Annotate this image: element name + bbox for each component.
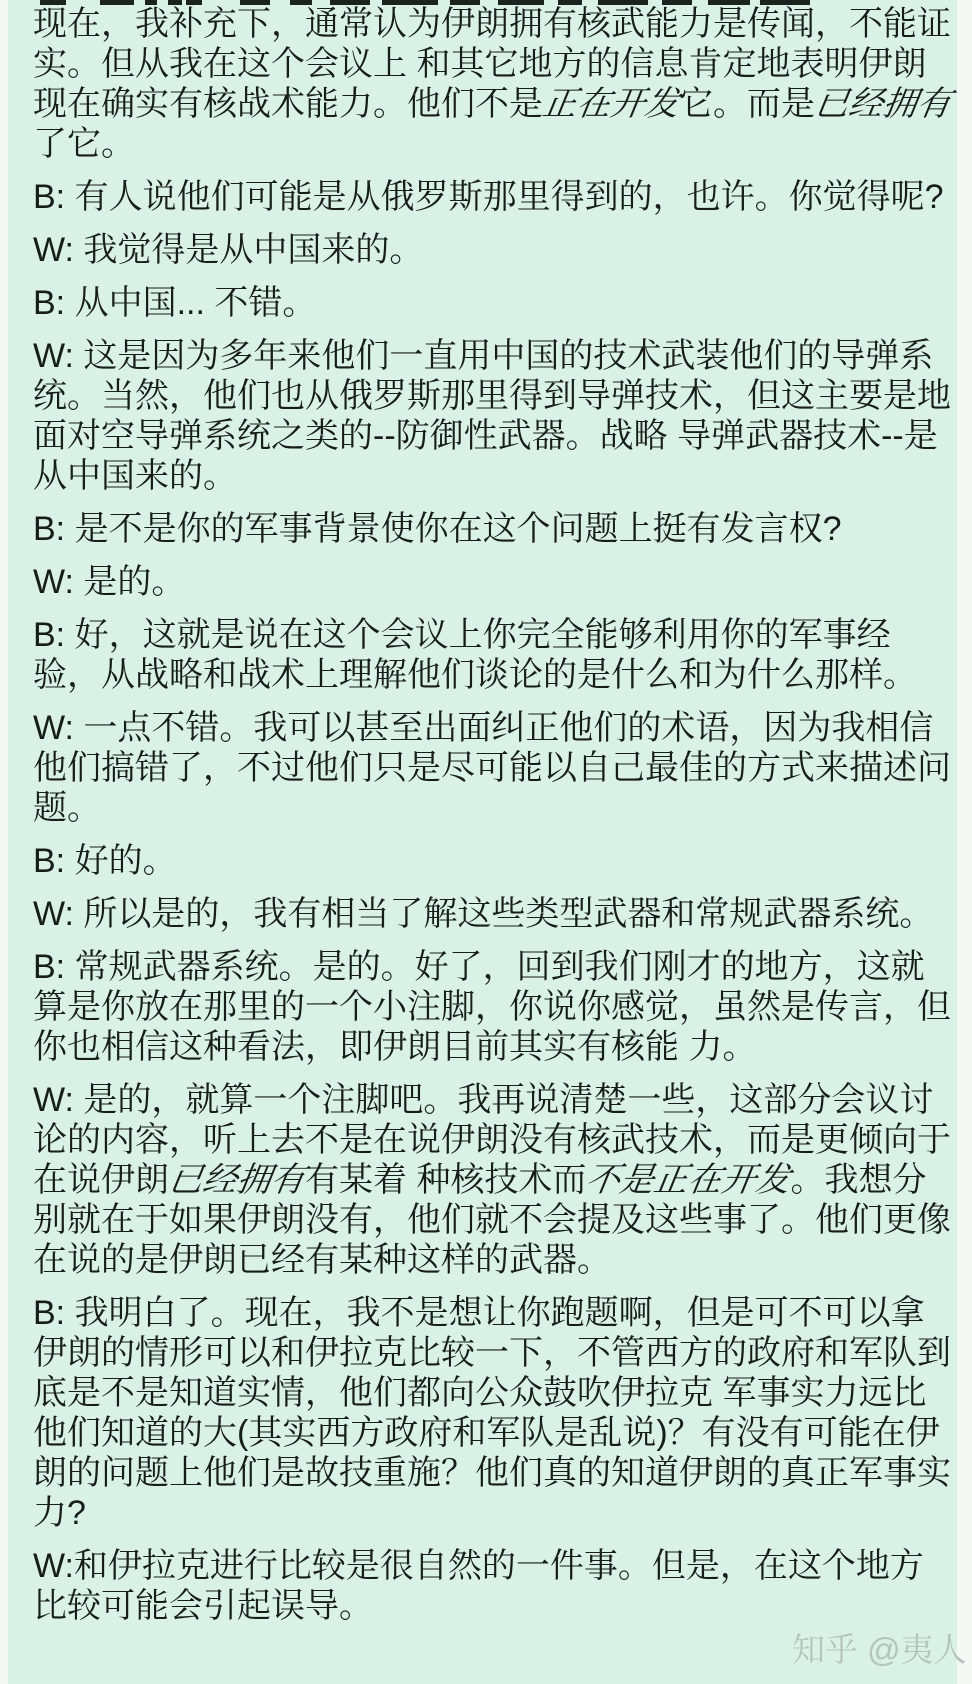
dialogue-paragraph [33, 708, 951, 828]
text-segment: 有某着 种核技术而 [305, 1161, 587, 1199]
text-segment: B: 我明白了。现在，我不是想让你跑题啊，但是可不可以拿伊朗的情形可以和伊拉克比较一下，不管西方的政府和军队到底是不是知道实情，他们都向公众鼓吹伊拉克 军事实力远比他们知道的大(其实西方政府和军队是乱说)？有没有可能在伊朗的问题上他们是故技重施？他们真的知道伊朗的真正军事实力? [33, 1294, 951, 1532]
text-segment: W: 一点不错。我可以甚至出面纠正他们的术语，因为我相信他们搞错了，不过他们只是尽可能以自己最佳的方式来描述问题。 [33, 709, 951, 827]
text-segment: 现在，我补充下，通常认为伊朗拥有核武能力是传闻，不能证实。但从我在这个会议上 和其它地方的信息肯定地表明伊朗现在确实有核战术能力。他们不是 [33, 5, 951, 123]
page-right-margin [957, 0, 972, 1684]
text-segment: 。我想分别就在于如果伊朗没有，他们就不会提及这些事了。他们更像在说的是伊朗已经有某种这样的武器。 [33, 1161, 951, 1279]
text-segment: B: 好的。 [33, 842, 177, 880]
text-segment: B: 从中国... 不错。 [33, 284, 317, 322]
dialogue-paragraph [33, 1293, 951, 1533]
dialogue-paragraph [33, 1546, 951, 1626]
text-segment: W: 这是因为多年来他们一直用中国的技术武装他们的导弹系统。当然，他们也从俄罗斯那里得到导弹技术，但这主要是地面对空导弹系统之类的--防御性武器。战略 导弹武器技术--是从中国来的。 [33, 337, 951, 495]
text-segment: 了它。 [33, 125, 135, 163]
text-segment: B: 常规武器系统。是的。好了，回到我们刚才的地方，这就算是你放在那里的一个小注脚，你说你感觉，虽然是传言，但你也相信这种看法，即伊朗目前其实有核能 力。 [33, 948, 951, 1066]
text-segment: B: 是不是你的军事背景使你在这个问题上挺有发言权? [33, 510, 842, 548]
emphasized-text: 不是正在开发 [583, 1161, 794, 1199]
text-segment: W: 我觉得是从中国来的。 [33, 231, 424, 269]
dialogue-paragraph [33, 1080, 951, 1280]
dialogue-paragraph [33, 509, 951, 549]
text-segment: B: 好，这就是说在这个会议上你完全能够利用你的军事经验，从战略和战术上理解他们谈论的是什么和为什么那样。 [33, 616, 917, 694]
dialogue-paragraph [33, 841, 951, 881]
watermark: 知乎 @夷人 [792, 1631, 967, 1668]
dialogue-paragraph [33, 283, 951, 323]
text-segment: W: 是的。 [33, 563, 186, 601]
dialogue-paragraph [33, 615, 951, 695]
dialogue-paragraph [33, 336, 951, 496]
page-left-margin [0, 0, 8, 1684]
text-segment: W: 所以是的，我有相当了解这些类型武器和常规武器系统。 [33, 895, 934, 933]
text-segment: W: 是的，就算一个注脚吧。我再说清楚一些，这部分会议讨论的内容，听上去不是在说伊朗没有核武技术，而是更倾向于在说伊朗 [33, 1081, 951, 1199]
dialogue-paragraph [33, 177, 951, 217]
dialogue-paragraph [33, 4, 955, 164]
dialogue-paragraph [33, 947, 951, 1067]
dialogue-paragraph [33, 562, 951, 602]
emphasized-text: 已经拥有 [165, 1161, 309, 1199]
dialogue-paragraph [33, 230, 951, 270]
emphasized-text: 正在开发 [539, 85, 683, 123]
text-segment: 它。而是 [679, 85, 815, 123]
text-segment: B: 有人说他们可能是从俄罗斯那里得到的，也许。你觉得呢? [33, 178, 944, 216]
text-segment: W:和伊拉克进行比较是很自然的一件事。但是，在这个地方比较可能会引起误导。 [33, 1547, 924, 1625]
emphasized-text: 已经拥有 [811, 85, 955, 123]
dialogue-paragraph [33, 894, 951, 934]
transcript [33, 4, 955, 1626]
